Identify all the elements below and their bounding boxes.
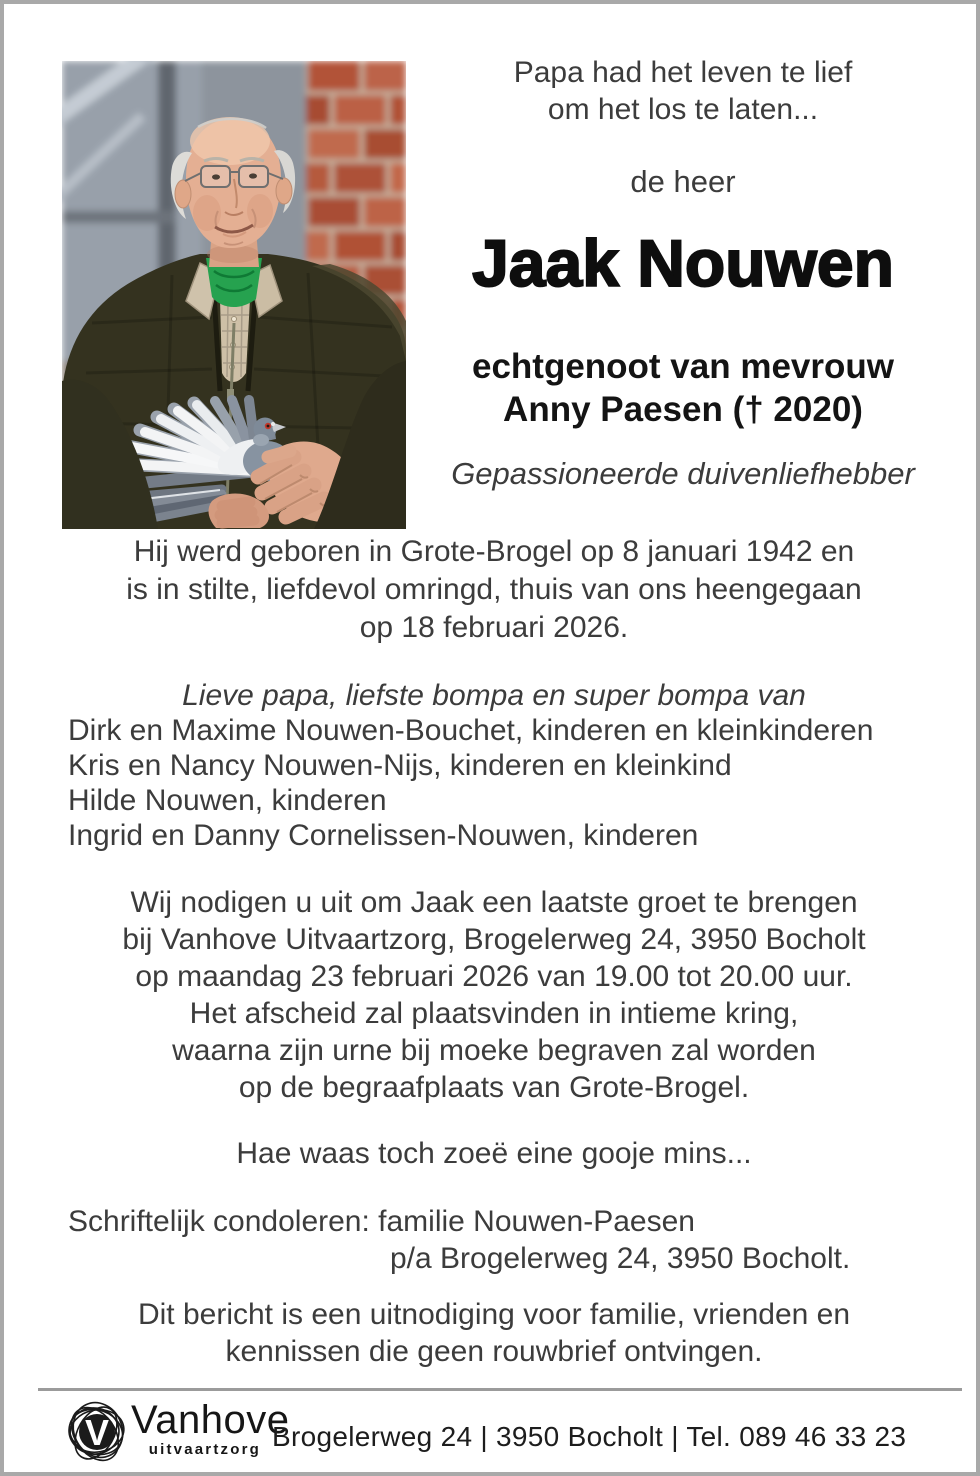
spouse-line-2: Anny Paesen († 2020) bbox=[503, 390, 863, 429]
salutation: de heer bbox=[630, 164, 736, 199]
family-list bbox=[34, 678, 954, 853]
invitation-line: Wij nodigen u uit om Jaak een laatste groet te brengen bbox=[130, 886, 858, 919]
family-intro: Lieve papa, liefste bompa en super bompa van bbox=[182, 679, 806, 712]
notice-paragraph bbox=[34, 1296, 954, 1370]
deceased-name: Jaak Nouwen bbox=[472, 226, 894, 300]
brand-subtitle: uitvaartzorg bbox=[148, 1441, 261, 1458]
opening-line: Papa had het leven te lief bbox=[513, 56, 853, 89]
condolence-block bbox=[34, 1203, 980, 1277]
dialect-quote: Hae waas toch zoeë eine gooje mins... bbox=[236, 1137, 752, 1170]
invitation-line: op maandag 23 februari 2026 van 19.00 tot 20.00 uur. bbox=[135, 960, 853, 993]
portrait-photo-graphic bbox=[62, 61, 406, 529]
spouse-line-1: echtgenoot van mevrouw bbox=[471, 347, 895, 386]
brand-name: Vanhove bbox=[131, 1398, 290, 1442]
invitation-line: Het afscheid zal plaatsvinden in intieme kring, bbox=[189, 997, 799, 1030]
scribble-v-icon bbox=[60, 1394, 134, 1474]
logo-letter: V bbox=[84, 1412, 110, 1453]
portrait-photo bbox=[62, 61, 406, 529]
passion-line: Gepassioneerde duivenliefhebber bbox=[451, 456, 915, 491]
notice-line: Dit bericht is een uitnodiging voor familie, vrienden en bbox=[137, 1298, 851, 1331]
condolence-line-2: p/a Brogelerweg 24, 3950 Bocholt. bbox=[390, 1242, 851, 1275]
birth-death-line: Hij werd geboren in Grote-Brogel op 8 januari 1942 en bbox=[133, 535, 855, 568]
vanhove-logo-icon bbox=[60, 1394, 134, 1474]
birth-death-line: op 18 februari 2026. bbox=[359, 611, 629, 644]
invitation-line: op de begraafplaats van Grote-Brogel. bbox=[238, 1071, 750, 1104]
footer-separator bbox=[38, 1388, 962, 1391]
family-member-line: Dirk en Maxime Nouwen-Bouchet, kinderen en kleinkinderen bbox=[68, 714, 874, 747]
invitation-line: bij Vanhove Uitvaartzorg, Brogelerweg 24, 3950 Bocholt bbox=[122, 923, 866, 956]
opening-verse bbox=[409, 54, 957, 128]
family-member-line: Kris en Nancy Nouwen-Nijs, kinderen en kleinkind bbox=[68, 749, 732, 782]
opening-line: om het los te laten... bbox=[547, 93, 819, 126]
condolence-line-1: Schriftelijk condoleren: familie Nouwen-Paesen bbox=[68, 1205, 695, 1238]
invitation-paragraph bbox=[34, 884, 954, 1106]
family-member-line: Hilde Nouwen, kinderen bbox=[68, 784, 387, 817]
invitation-line: waarna zijn urne bij moeke begraven zal worden bbox=[172, 1034, 816, 1067]
birth-death-line: is in stilte, liefdevol omringd, thuis van ons heengegaan bbox=[126, 573, 862, 606]
notice-line: kennissen die geen rouwbrief ontvingen. bbox=[225, 1335, 763, 1368]
footer-address: Brogelerweg 24 | 3950 Bocholt | Tel. 089 46 33 23 bbox=[272, 1421, 907, 1452]
family-member-line: Ingrid en Danny Cornelissen-Nouwen, kinderen bbox=[68, 819, 699, 852]
spouse-line bbox=[409, 345, 957, 431]
birth-death-paragraph bbox=[34, 533, 954, 647]
